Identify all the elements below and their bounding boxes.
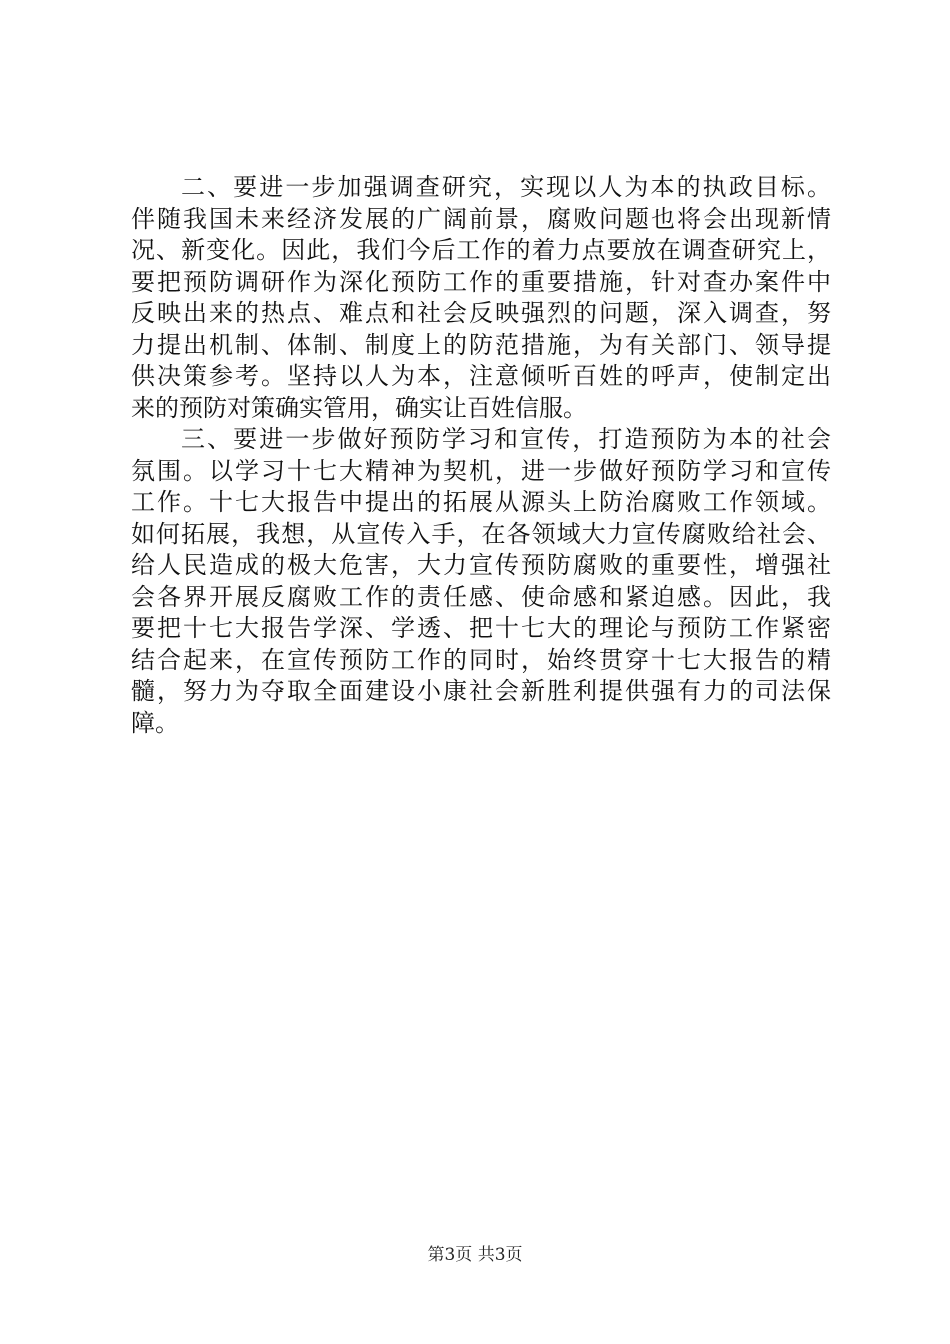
document-body — [131, 172, 831, 739]
paragraph-line: 来的预防对策确实管用，确实让百姓信服。 — [131, 393, 587, 422]
paragraph-3 — [131, 424, 831, 739]
paragraph-line: 给人民造成的极大危害，大力宣传预防腐败的重要性，增强社 — [131, 551, 831, 579]
paragraph-line: 障。 — [131, 708, 179, 737]
paragraph-line: 要把十七大报告学深、学透、把十七大的理论与预防工作紧密 — [131, 614, 831, 642]
paragraph-line: 髓，努力为夺取全面建设小康社会新胜利提供强有力的司法保 — [131, 677, 831, 705]
paragraph-line: 伴随我国未来经济发展的广阔前景，腐败问题也将会出现新情 — [131, 204, 831, 233]
paragraph-line: 二、要进一步加强调查研究，实现以人为本的执政目标。 — [181, 173, 831, 201]
paragraph-line: 反映出来的热点、难点和社会反映强烈的问题，深入调查，努 — [131, 299, 831, 327]
paragraph-line: 况、新变化。因此，我们今后工作的着力点要放在调查研究上， — [131, 236, 831, 264]
paragraph-line: 供决策参考。坚持以人为本，注意倾听百姓的呼声，使制定出 — [131, 362, 831, 390]
paragraph-line: 氛围。以学习十七大精神为契机，进一步做好预防学习和宣传 — [131, 456, 831, 485]
paragraph-line: 会各界开展反腐败工作的责任感、使命感和紧迫感。因此，我 — [131, 582, 831, 611]
paragraph-line: 力提出机制、体制、制度上的防范措施，为有关部门、领导提 — [131, 330, 831, 359]
paragraph-line: 要把预防调研作为深化预防工作的重要措施，针对查办案件中 — [131, 267, 831, 296]
paragraph-line: 结合起来，在宣传预防工作的同时，始终贯穿十七大报告的精 — [131, 645, 831, 674]
page-number-footer: 第3页 共3页 — [427, 1245, 523, 1265]
paragraph-line: 如何拓展，我想，从宣传入手，在各领域大力宣传腐败给社会、 — [131, 519, 831, 548]
paragraph-line: 三、要进一步做好预防学习和宣传，打造预防为本的社会 — [181, 425, 831, 453]
paragraph-line: 工作。十七大报告中提出的拓展从源头上防治腐败工作领域。 — [131, 488, 831, 516]
paragraph-2 — [131, 172, 831, 424]
